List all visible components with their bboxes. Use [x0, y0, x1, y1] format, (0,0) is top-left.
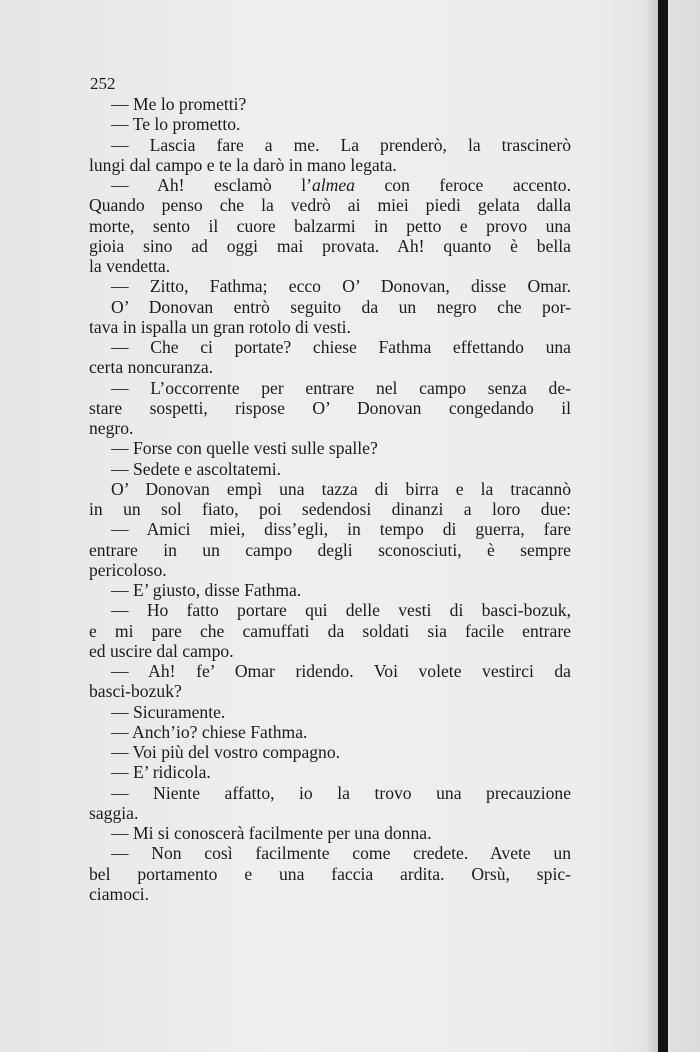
text-run: — Niente affatto, io la trovo una precauzione: [111, 782, 571, 803]
text-line: [89, 155, 571, 175]
text-run: — Ah! esclamò l’: [111, 175, 312, 195]
text-line: [89, 236, 571, 256]
text-run: la vendetta.: [89, 256, 171, 276]
text-line: [89, 297, 571, 317]
text-run: lungi dal campo e te la darò in mano legata.: [89, 154, 397, 175]
text-line: [89, 843, 571, 863]
text-line: [89, 722, 571, 742]
text-run: — Ho fatto portare qui delle vesti di basci-bozuk,: [111, 600, 571, 621]
text-run: gioia sino ad oggi mai provata. Ah! quanto è bella: [89, 235, 571, 256]
text-run: — E’ giusto, disse Fathma.: [111, 580, 302, 600]
text-line: [89, 216, 571, 236]
binding-shadow: [646, 0, 658, 1052]
text-line: [89, 398, 571, 418]
text-line: [89, 681, 571, 701]
text-line: [89, 519, 571, 539]
text-line: [89, 195, 571, 215]
text-line: [89, 499, 571, 519]
text-run: O’ Donovan entrò seguito da un negro che por-: [111, 296, 571, 317]
text-run: — Voi più del vostro compagno.: [111, 742, 341, 762]
text-line: [89, 702, 571, 722]
text-run: — Anch’io? chiese Fathma.: [111, 721, 308, 742]
text-run: tava in ispalla un gran rotolo di vesti.: [89, 316, 351, 337]
page-number: 252: [90, 74, 116, 93]
text-line: [89, 317, 571, 337]
text-line: [89, 884, 571, 904]
text-line: [89, 540, 571, 560]
text-run: stare sospetti, rispose O’ Donovan congedando il: [89, 397, 571, 418]
text-line: [89, 803, 571, 823]
text-line: [89, 378, 571, 398]
text-run: — Te lo prometto.: [111, 114, 241, 135]
text-line: [89, 823, 571, 843]
text-line: [89, 357, 571, 377]
text-run: basci-bozuk?: [89, 681, 182, 702]
text-line: [89, 783, 571, 803]
text-run: morte, sento il cuore balzarmi in petto e provo una: [89, 215, 571, 236]
text-run: — Che ci portate? chiese Fathma effettando una: [111, 337, 571, 357]
text-line: [89, 256, 571, 276]
text-line: [89, 418, 571, 438]
text-run: saggia.: [89, 802, 139, 823]
text-run: bel portamento e una faccia ardita. Orsù, spic-: [89, 863, 571, 884]
text-line: [89, 641, 571, 661]
text-run: — E’ ridicola.: [111, 762, 211, 783]
text-line: [89, 742, 571, 762]
text-run: certa noncuranza.: [89, 357, 214, 378]
text-run: — Mi si conoscerà facilmente per una donna.: [111, 823, 432, 843]
text-line: [89, 560, 571, 580]
text-line: [89, 762, 571, 782]
text-run: e mi pare che camuffati da soldati sia facile entrare: [89, 620, 571, 641]
text-line: [89, 276, 571, 296]
text-run: O’ Donovan empì una tazza di birra e la tracannò: [111, 478, 571, 499]
text-line: [89, 94, 571, 114]
text-line: [89, 114, 571, 134]
text-line: [89, 661, 571, 681]
text-run: — Sedete e ascoltatemi.: [111, 458, 282, 479]
body-text: [89, 94, 571, 904]
text-line: [89, 479, 571, 499]
text-run: ed uscire dal campo.: [89, 640, 234, 661]
text-run: — L’occorrente per entrare nel campo senza de-: [111, 377, 571, 398]
text-run: con feroce accento.: [354, 175, 571, 195]
text-line: [89, 337, 571, 357]
text-line: [89, 864, 571, 884]
text-run: — Ah! fe’ Omar ridendo. Voi volete vestirci da: [111, 661, 571, 681]
text-run: — Forse con quelle vesti sulle spalle?: [111, 438, 378, 459]
text-run: — Lascia fare a me. La prenderò, la trascinerò: [111, 134, 571, 155]
text-line: [89, 600, 571, 620]
text-line: [89, 135, 571, 155]
text-run: — Amici miei, diss’egli, in tempo di guerra, fare: [111, 519, 571, 540]
book-binding-edge: [658, 0, 668, 1052]
text-run: negro.: [89, 418, 134, 438]
text-run: — Non così facilmente come credete. Avete un: [111, 843, 571, 864]
text-line: [89, 580, 571, 600]
text-run: Quando penso che la vedrò ai miei piedi gelata dalla: [89, 195, 571, 216]
text-line: [89, 459, 571, 479]
text-run: — Sicuramente.: [111, 701, 226, 722]
text-run: entrare in un campo degli sconosciuti, è sempre: [89, 539, 571, 560]
text-run: pericoloso.: [89, 559, 167, 580]
text-line: [89, 621, 571, 641]
text-run: ciamoci.: [89, 883, 150, 904]
text-run: — Me lo prometti?: [111, 94, 247, 114]
italic-word: almea: [311, 175, 355, 195]
text-run: in un sol fiato, poi sedendosi dinanzi a loro due:: [89, 499, 571, 519]
text-line: [89, 438, 571, 458]
text-run: — Zitto, Fathma; ecco O’ Donovan, disse Omar.: [111, 276, 571, 297]
text-line: [89, 175, 571, 195]
